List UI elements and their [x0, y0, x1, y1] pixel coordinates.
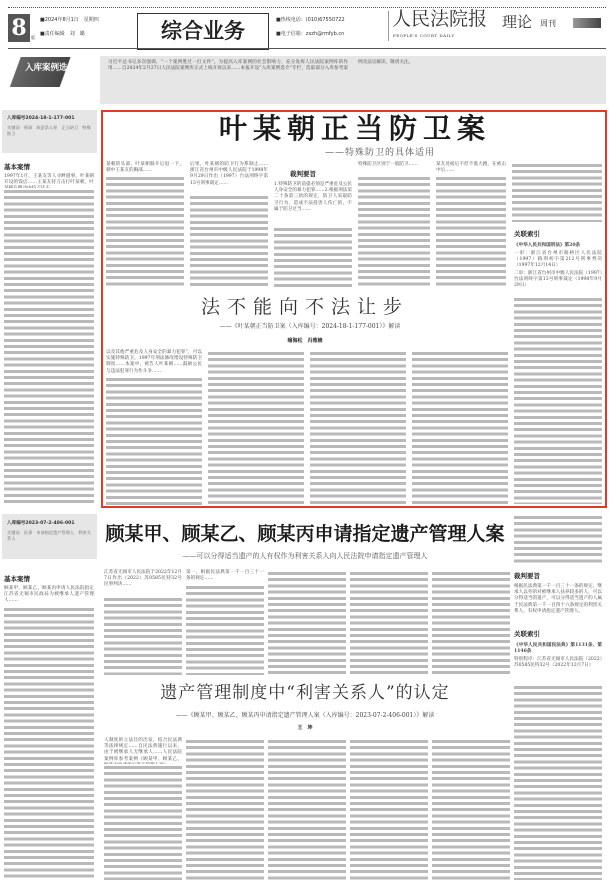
case1-ruling-heading: 裁判要旨 [290, 170, 316, 178]
comment1-col2 [208, 350, 304, 505]
masthead-divider [388, 11, 389, 41]
case2-facts-heading: 基本案情 [4, 575, 30, 583]
comment2-text: 人制度的立法目的出发，结合民法典等法律规定……自民法典施行以来，由于被继承人无继承人……人民法院案例库参考案例《顾某甲、顾某乙、 [104, 738, 182, 762]
comment2-col3 [268, 738, 346, 880]
case2-index-1: 特别程序：江苏省无锡市人民法院（2022）苏0585民特32号（2022年12月7日） [514, 657, 602, 669]
issue-date: ■2024年8月1日 星期四 [40, 17, 99, 23]
case2-text-a: 江苏省无锡市人民法院于2022年12月7日作出（2022）苏0585民特32号民事判决…… [104, 570, 182, 588]
case2-col3 [268, 570, 346, 675]
comment1-col3 [310, 350, 406, 505]
case1-text-c: 特殊防卫区别于一般防卫…… [358, 162, 418, 167]
case2-meta [2, 514, 97, 559]
case2-number: 入库编号2023-07-2-406-001 [7, 521, 75, 526]
comment1-col4 [412, 350, 508, 505]
case1-index-law: 《中华人民共和国刑法》第20条 [514, 243, 581, 248]
case2-facts: 顾某甲、顾某乙、顾某丙申请人民法院指定江苏省无锡市民政局为被继承人遗产管理人…… [4, 586, 94, 604]
case1-facts-heading: 基本案情 [4, 163, 30, 171]
case2-col2 [186, 584, 264, 675]
case1-text-a: 某朝的头部，叶某朝躲开后退一下，刺中王某友的胸部…… [106, 162, 184, 174]
case1-facts-cont [4, 188, 94, 506]
masthead-bar [573, 18, 601, 28]
email: ■电子信箱：zxzh@rmfyb.cn [276, 31, 345, 37]
case1-number: 入库编号2024-18-1-177-001 [7, 116, 75, 121]
page-suffix: 版 [31, 35, 35, 40]
case1-index-1: 一审：浙江省台州市路桥区人民法院（1997）路刑初字第212号刑事判决（1997年12月14日） [514, 251, 602, 269]
case2-title: 顾某甲、顾某乙、顾某丙申请指定遗产管理人案 [105, 523, 505, 545]
top-rule [8, 7, 606, 8]
case1-index-heading: 关联索引 [514, 230, 540, 238]
comment2-col1 [104, 764, 182, 880]
hotline: ■热线电话：(010)67550722 [276, 17, 345, 23]
header-rule [8, 48, 606, 49]
masthead-en: PEOPLE'S COURT DAILY [393, 33, 455, 38]
case2-ruling: 根据民法典第一千一百三十一条的规定，继承人以外的对被继承人扶养较多的人，可以分得适当的遗产，可以分得适当遗产的人属于民法典第一千一百四十六条规定的利害关系人，有权申请指定遗产管理人。 [514, 584, 602, 614]
case1-index-2: 二审：浙江省台州市中级人民法院（1997）台法刑终字第13号刑事裁定（1998年9月29日） [514, 271, 602, 289]
supplement-name: 理论 [502, 13, 533, 31]
case1-col6 [512, 162, 602, 222]
case2-text-b: 第一，根据民法典第一千一百三十一条的规定…… [186, 570, 264, 582]
case2-facts-cont [4, 606, 94, 880]
comment2-col4 [350, 738, 428, 880]
case1-ruling: 1.特殊防卫的前提必须是严重危及公民人身安全的暴力犯罪……2.根据刑法第二十条第三款的规定，防卫人采取防卫行为，造成不法侵害人伤亡的，不属于防卫过当…… [274, 182, 352, 212]
case2-index-law: 《中华人民共和国民法典》第1131条、第1146条 [514, 643, 602, 655]
case2-subtitle: ——可以分得适当遗产的人有权作为利害关系人向人民法院申请指定遗产管理人 [182, 552, 428, 560]
case1-col5 [436, 175, 506, 287]
weekly-label: 周刊 [540, 19, 556, 28]
comment2-col2 [186, 738, 264, 880]
intro-text: 习近平总书记多次强调，“一个案例胜过一打文件”。为提高入库案例的社会影响力，充分发挥人民法院案例库的作用……自2024年2月27日人民法院案例库正式上线开放以来……本报开设“入库案例选介”专栏，选取部分入库参考案例及法官解读，敬请关注。 [108, 60, 414, 72]
editor: ■责任编辑 刘 璐 [40, 31, 85, 37]
section-title: 综合业务 [137, 13, 269, 50]
comment2-col5 [432, 738, 510, 880]
case1-text-d: 某友处扳后不但不逃大跑，在被击中后…… [436, 162, 506, 174]
case2-col1 [104, 596, 182, 675]
case2-index-heading: 关联索引 [514, 630, 540, 638]
case2-ruling-heading: 裁判要旨 [514, 572, 540, 580]
comment1-col1 [106, 376, 202, 505]
comment1-title: 法不能向不法让步 [200, 296, 409, 318]
column-logo: 入库案例选介 [25, 63, 77, 73]
case1-col1 [106, 175, 184, 287]
case1-meta [2, 110, 97, 153]
case2-keywords: 关键词 民事 申请指定遗产管理人 利害关系人 [7, 530, 91, 541]
comment1-subtitle: ——《叶某朝正当防卫案（入库编号：2024-18-1-177-001）》解读 [219, 323, 401, 330]
comment2-col6 [514, 684, 602, 880]
comment1-text: 以及其他严重危及人身安全的暴力犯罪”，可以实施特殊防卫。1997年刑法修改增设特殊防卫制度……本案中，被告人叶某朝……鼓励公民与违法犯罪行为作斗争…… [106, 350, 202, 374]
case2-col5 [432, 570, 510, 675]
case1-col2 [190, 194, 268, 287]
comment2-subtitle: ——《顾某甲、顾某乙、顾某丙申请指定遗产管理人案（入库编号：2023-07-2-406-001）》解读 [175, 712, 435, 719]
page-number: 8 [8, 14, 30, 42]
case1-subtitle: ——特殊防卫的具体适用 [324, 148, 435, 158]
intro-box [100, 56, 606, 104]
case1-keywords: 关键词 刑事 故意杀人罪 正当防卫 特殊防卫 [7, 125, 91, 136]
case2-col4 [350, 570, 428, 675]
comment2-author: 王 坤 [297, 725, 313, 731]
case1-facts: 1997年1月，王某友等人寻衅滋事，叶某朝开设的饭店……王某友持刀击打叶某朝，叶 [4, 174, 94, 186]
comment1-authors: 喻海松 冯雅楠 [287, 338, 323, 344]
case1-title: 叶某朝正当防卫案 [218, 112, 491, 145]
case2-col6 [514, 514, 602, 564]
comment1-col5 [514, 296, 602, 504]
masthead-logo: 人民法院报 [392, 8, 488, 30]
case1-col3 [274, 226, 352, 287]
comment2-title: 遗产管理制度中“利害关系人”的认定 [160, 683, 450, 703]
case1-col4 [358, 175, 430, 287]
case1-text-b: 后果，叶某朝的防卫行为系制止……浙江省台州市中级人民法院于1998年9月29日作出（1997）台法刑终字第13号刑事裁定…… [190, 162, 268, 186]
